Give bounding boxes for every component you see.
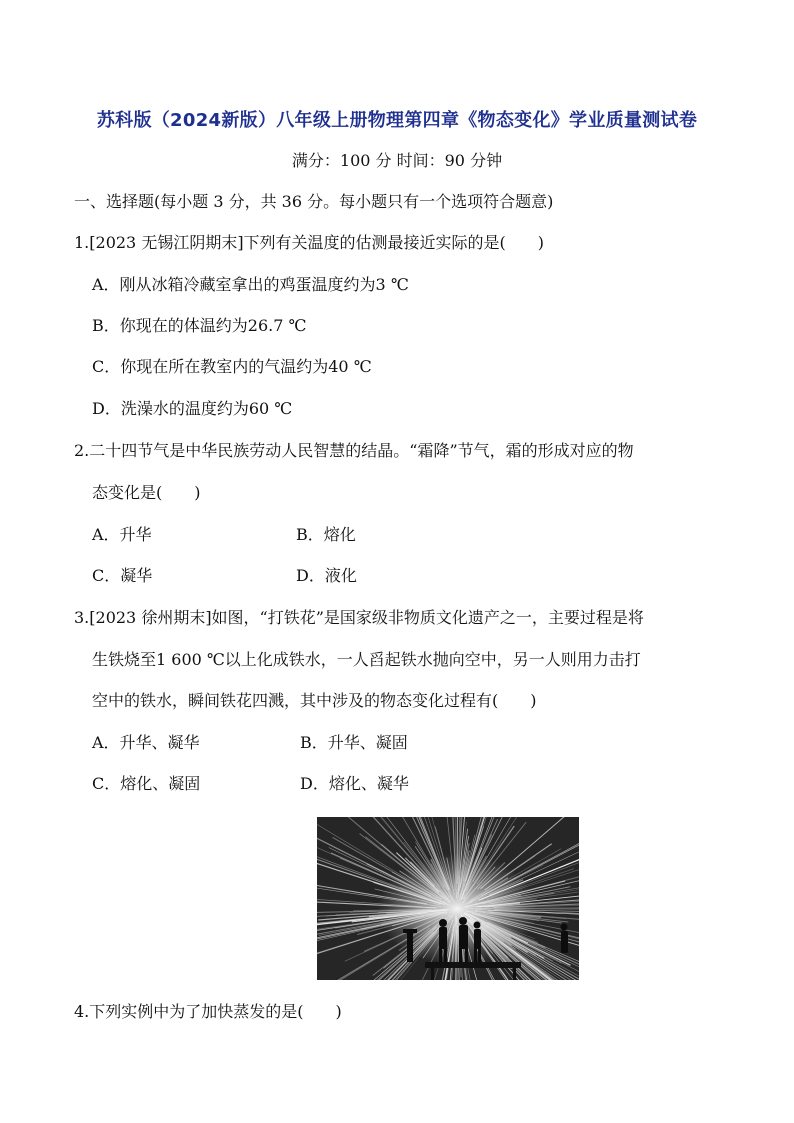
- question-3-stem-line-2: 生铁烧至1 600 ℃以上化成铁水，一人舀起铁水抛向空中，另一人则用力击打: [92, 650, 641, 669]
- question-1-option-d: D．洗澡水的温度约为60 ℃: [92, 399, 293, 418]
- question-2-stem-line-2: 态变化是( ): [92, 483, 201, 502]
- question-1-option-a: A．刚从冰箱冷藏室拿出的鸡蛋温度约为3 ℃: [92, 275, 409, 294]
- question-2-option-c: C．凝华: [92, 566, 153, 585]
- question-2-option-b: B．熔化: [296, 525, 356, 544]
- question-3-stem-line-1: 3.[2023 徐州期末]如图，“打铁花”是国家级非物质文化遗产之一，主要过程是将: [74, 608, 644, 627]
- score-time-info: 满分：100 分 时间：90 分钟: [291, 151, 503, 170]
- section-heading: 一、选择题(每小题 3 分，共 36 分。每小题只有一个选项符合题意): [74, 192, 554, 211]
- iron-flower-photo: [317, 817, 579, 980]
- question-2-option-a: A．升华: [92, 525, 152, 544]
- question-1-option-c: C．你现在所在教室内的气温约为40 ℃: [92, 357, 372, 376]
- iron-flower-image: [317, 817, 579, 980]
- question-2-option-d: D．液化: [296, 566, 357, 585]
- question-3-option-c: C．熔化、凝固: [92, 774, 201, 793]
- question-3-option-a: A．升华、凝华: [92, 733, 200, 752]
- question-4-stem: 4.下列实例中为了加快蒸发的是( ): [74, 1002, 342, 1021]
- question-3-option-b: B．升华、凝固: [300, 733, 408, 752]
- question-2-stem-line-1: 2.二十四节气是中华民族劳动人民智慧的结晶。“霜降”节气，霜的形成对应的物: [74, 441, 634, 460]
- question-3-option-d: D．熔化、凝华: [300, 774, 409, 793]
- question-1-stem: 1.[2023 无锡江阴期末]下列有关温度的估测最接近实际的是( ): [74, 233, 545, 252]
- question-3-stem-line-3: 空中的铁水，瞬间铁花四溅，其中涉及的物态变化过程有( ): [92, 691, 537, 710]
- question-1-option-b: B．你现在的体温约为26.7 ℃: [92, 316, 307, 335]
- page-title: 苏科版（2024新版）八年级上册物理第四章《物态变化》学业质量测试卷: [96, 110, 698, 131]
